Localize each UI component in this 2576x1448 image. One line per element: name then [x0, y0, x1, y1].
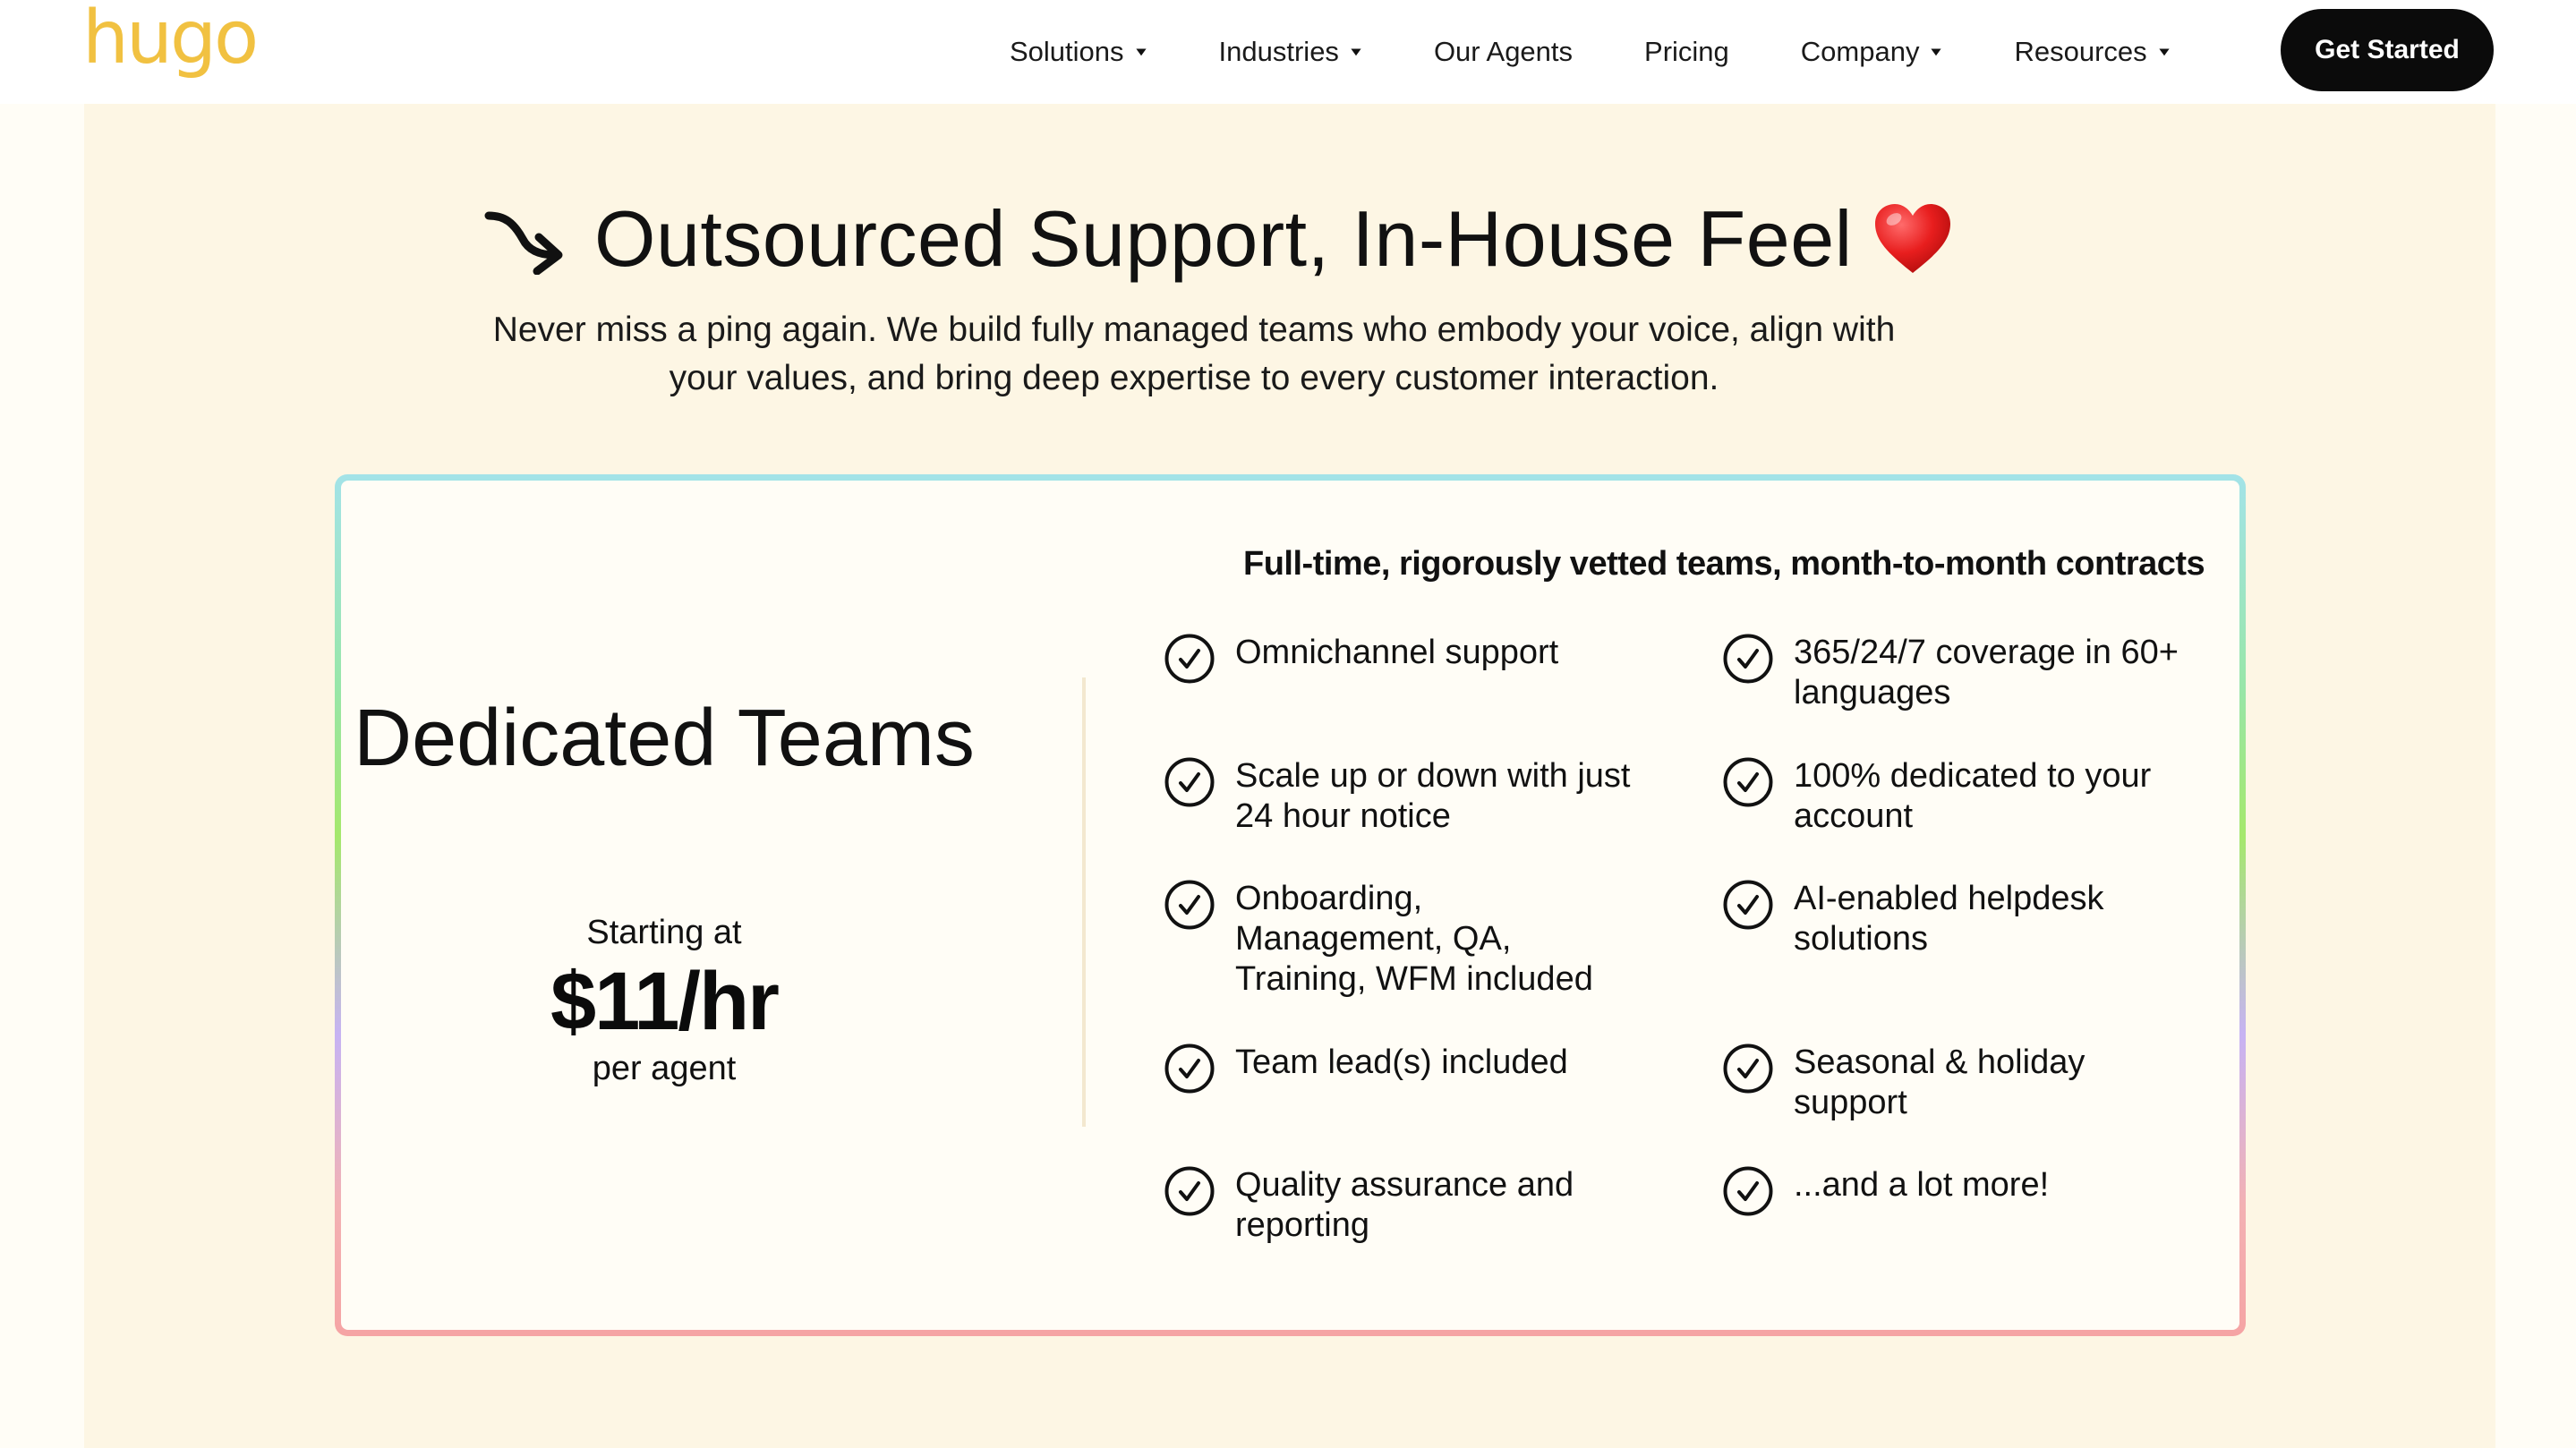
- check-circle-icon: [1722, 633, 1774, 685]
- hugo-logo[interactable]: hugo: [82, 0, 257, 81]
- chevron-down-icon: [2158, 46, 2171, 58]
- feature-item: [1722, 879, 2205, 959]
- main-nav: [1010, 32, 2242, 72]
- nav-item-pricing[interactable]: [1644, 36, 1729, 68]
- site-header: [0, 0, 2576, 104]
- check-circle-icon: [1164, 756, 1215, 808]
- check-circle-icon: [1722, 879, 1774, 931]
- feature-text: ...and a lot more!: [1794, 1166, 2050, 1204]
- nav-item-company[interactable]: [1801, 36, 1943, 68]
- nav-item-label: Resources: [2014, 36, 2147, 67]
- plan-price: $11/hr: [550, 956, 778, 1047]
- chevron-down-icon: [1930, 46, 1942, 58]
- check-circle-icon: [1164, 879, 1215, 931]
- page-title: Outsourced Support, In-House Feel: [594, 194, 1853, 283]
- feature-text: Quality assurance and reporting: [1235, 1166, 1574, 1244]
- red-heart-icon: [1872, 201, 1953, 277]
- price-unit: per agent: [592, 1050, 737, 1087]
- check-circle-icon: [1164, 1165, 1215, 1217]
- feature-item: [1722, 1043, 2205, 1123]
- feature-text: 100% dedicated to your account: [1794, 757, 2152, 835]
- feature-text: AI-enabled helpdesk solutions: [1794, 880, 2104, 958]
- feature-item: [1164, 633, 1647, 685]
- feature-item: [1722, 1165, 2205, 1217]
- feature-item: [1164, 1165, 1647, 1246]
- curved-arrow-icon: [483, 203, 566, 275]
- plan-name: Dedicated Teams: [354, 694, 975, 783]
- feature-item: [1722, 756, 2205, 837]
- hero-title-row: [483, 190, 2094, 288]
- nav-item-label: Solutions: [1010, 36, 1124, 67]
- feature-text: 365/24/7 coverage in 60+ languages: [1794, 634, 2179, 711]
- check-circle-icon: [1722, 1043, 1774, 1095]
- nav-item-our-agents[interactable]: [1434, 36, 1573, 68]
- nav-item-label: Pricing: [1644, 36, 1729, 67]
- hero-subtitle: Never miss a ping again. We build fully managed teams who embody your voice, align with your values, and bring deep expertise to every customer interaction.: [492, 311, 1896, 397]
- feature-text: Scale up or down with just 24 hour notice: [1235, 757, 1631, 835]
- feature-text: Onboarding, Management, QA, Training, WFM included: [1235, 880, 1593, 998]
- check-circle-icon: [1164, 633, 1215, 685]
- nav-item-solutions[interactable]: [1010, 36, 1147, 68]
- feature-item: [1722, 633, 2205, 713]
- feature-item: [1164, 1043, 1647, 1095]
- get-started-button[interactable]: Get Started: [2281, 9, 2494, 91]
- feature-text: Seasonal & holiday support: [1794, 1043, 2086, 1121]
- nav-item-label: Company: [1800, 36, 1920, 67]
- check-circle-icon: [1722, 1165, 1774, 1217]
- feature-text: Team lead(s) included: [1235, 1043, 1568, 1081]
- features-heading: Full-time, rigorously vetted teams, month-to-month contracts: [1243, 545, 2205, 583]
- check-circle-icon: [1164, 1043, 1215, 1095]
- pricing-card: [341, 481, 2239, 1330]
- nav-item-resources[interactable]: [2014, 36, 2170, 68]
- nav-item-label: Our Agents: [1433, 36, 1574, 67]
- feature-text: Omnichannel support: [1235, 634, 1559, 671]
- nav-item-label: Industries: [1218, 36, 1339, 67]
- card-divider: [1082, 677, 1086, 1127]
- hero-section: [84, 104, 2495, 1448]
- check-circle-icon: [1722, 756, 1774, 808]
- chevron-down-icon: [1135, 46, 1147, 58]
- starting-at-label: Starting at: [586, 914, 742, 951]
- feature-item: [1164, 879, 1647, 1000]
- pricing-card-border: [335, 474, 2246, 1336]
- nav-item-industries[interactable]: [1219, 36, 1362, 68]
- chevron-down-icon: [1350, 46, 1362, 58]
- feature-item: [1164, 756, 1647, 837]
